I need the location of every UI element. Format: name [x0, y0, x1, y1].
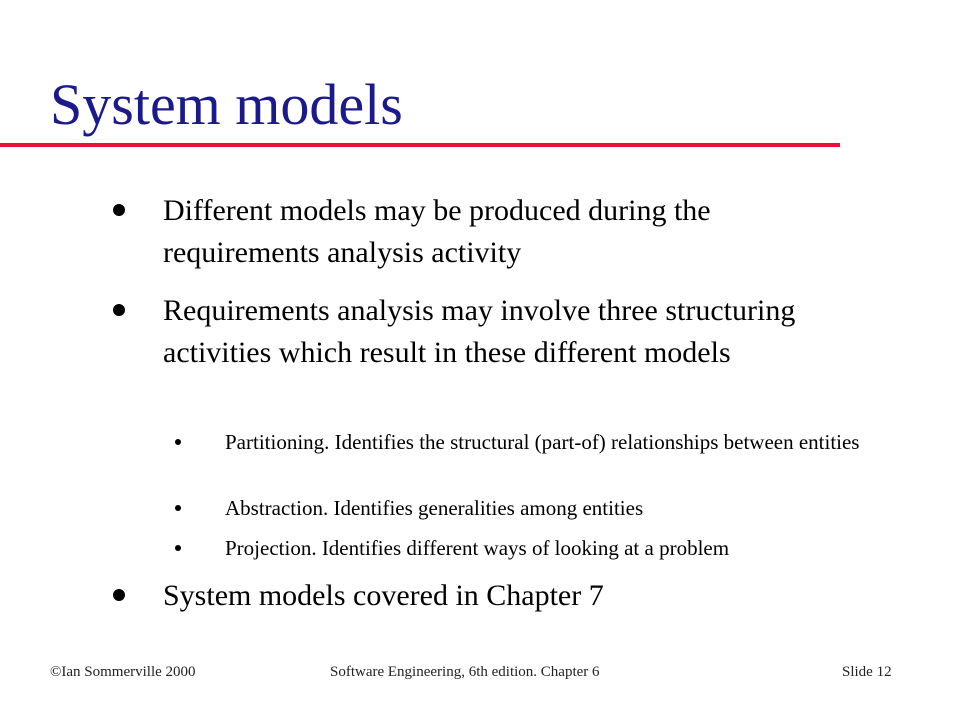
bullet-dot-icon [113, 204, 125, 216]
footer-copyright: ©Ian Sommerville 2000 [50, 664, 196, 680]
sub-bullet-dot-icon [175, 505, 181, 511]
sub-bullet-text: Partitioning. Identifies the structural (part-of) relationships between entities [225, 430, 860, 454]
sub-bullet-dot-icon [175, 545, 181, 551]
bullet-dot-icon [113, 589, 125, 601]
footer-book-title: Software Engineering, 6th edition. Chapter 6 [330, 664, 600, 680]
bullet-text: Different models may be produced during the requirements analysis activity [163, 194, 711, 269]
title-underline [0, 143, 840, 147]
sub-bullet-text: Projection. Identifies different ways of looking at a problem [225, 536, 730, 560]
bullet-dot-icon [113, 304, 125, 316]
bullet-text: System models covered in Chapter 7 [163, 579, 604, 612]
sub-bullet-item [225, 534, 885, 562]
bullet-text: Requirements analysis may involve three structuring activities which result in these different models [163, 294, 796, 369]
slide-title: System models [50, 72, 403, 137]
sub-bullet-item [225, 428, 885, 456]
sub-bullet-dot-icon [175, 439, 181, 445]
bullet-item [163, 190, 853, 274]
footer-slide-number: Slide 12 [842, 664, 892, 680]
sub-bullet-item [225, 494, 885, 522]
sub-bullet-text: Abstraction. Identifies generalities among entities [225, 496, 644, 520]
bullet-item [163, 290, 853, 374]
bullet-item [163, 575, 853, 617]
